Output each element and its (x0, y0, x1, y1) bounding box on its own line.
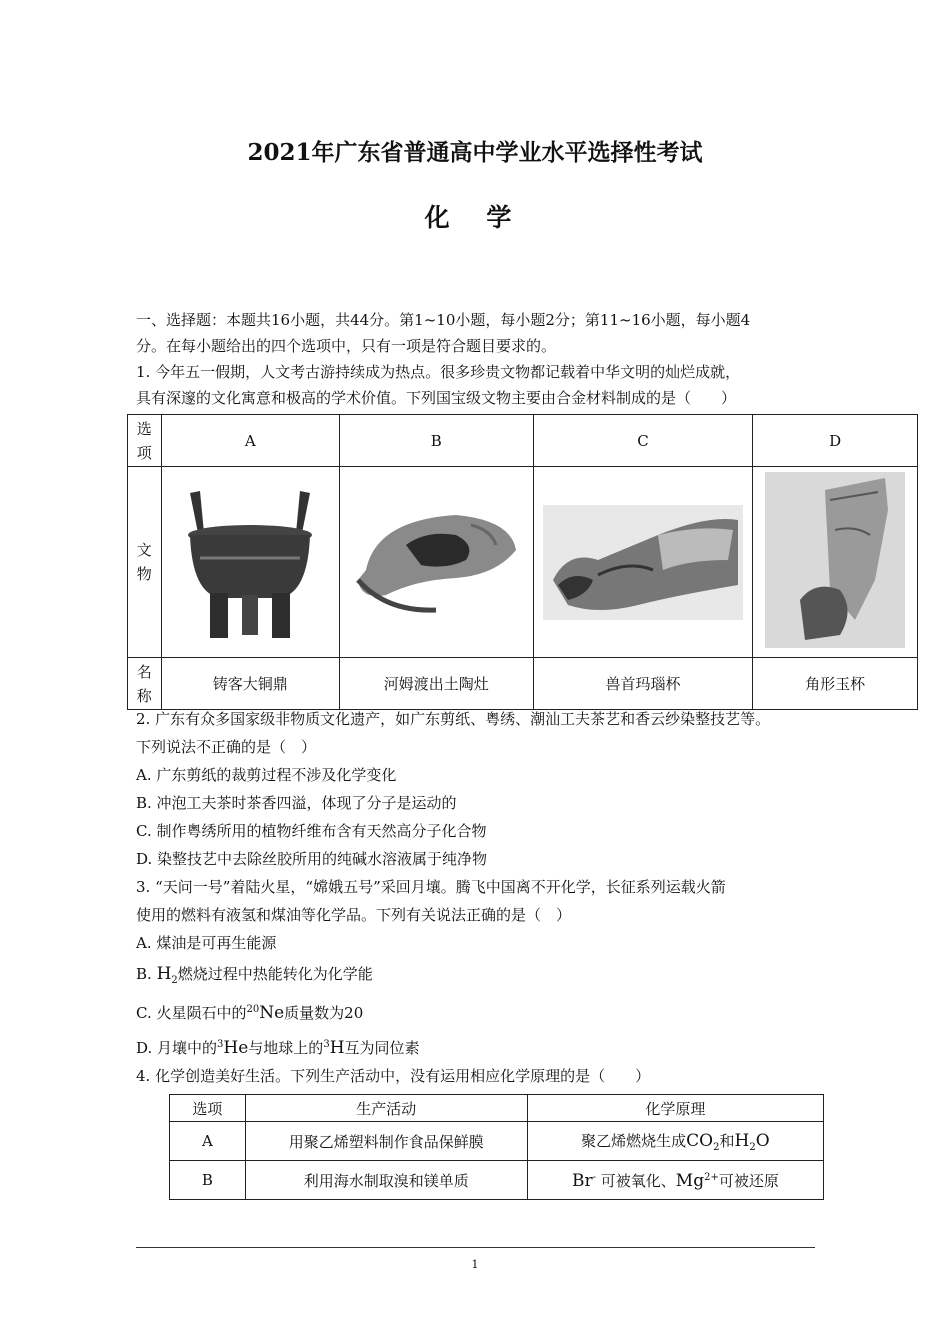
q3-option-c: C. 火星陨石中的$^{20}$Ne质量数为20 (136, 1003, 364, 1023)
q4-table (169, 1094, 824, 1200)
q3-stem-line1: 3. “天问一号”着陆火星，“嫦娥五号”采回月壤。腾飞中国离不开化学，长征系列运载火箭 (136, 878, 726, 896)
q2-option-b: B. 冲泡工夫茶时茶香四溢，体现了分子是运动的 (136, 794, 457, 812)
q1-stem-line1: 1. 今年五一假期，人文考古游持续成为热点。很多珍贵文物都记载着中华文明的灿烂成就， (136, 363, 741, 381)
section-intro-line2: 分。在每小题给出的四个选项中，只有一项是符合题目要求的。 (136, 337, 557, 355)
option-d-label: D (753, 415, 918, 467)
artifact-c-name: 兽首玛瑙杯 (533, 658, 753, 710)
jade-horn-cup-image (760, 470, 910, 650)
footer-divider (136, 1247, 815, 1248)
q1-stem-line2: 具有深邃的文化寓意和极高的学术价值。下列国宝级文物主要由合金材料制成的是（ ） (136, 389, 737, 407)
q4-header-option: 选项 (170, 1095, 246, 1122)
artifact-c-image (533, 467, 753, 658)
agate-cup-image (538, 490, 748, 630)
exam-title: 2021年广东省普通高中学业水平选择性考试 (247, 139, 703, 166)
pottery-stove-image (346, 500, 526, 620)
row-header-artifact: 文 物 (128, 467, 162, 658)
q4-row-b-option: B (170, 1161, 246, 1200)
artifact-a-name: 铸客大铜鼎 (161, 658, 339, 710)
section-intro-line1: 一、选择题：本题共16小题，共44分。第1~10小题，每小题2分；第11~16小题，每小题4 (136, 311, 751, 329)
q2-option-a: A. 广东剪纸的裁剪过程不涉及化学变化 (136, 766, 397, 784)
q4-row-b-activity: 利用海水制取溴和镁单质 (245, 1161, 527, 1200)
q2-stem-line2: 下列说法不正确的是（ ） (136, 738, 317, 756)
q3-option-b: B. $H_2$燃烧过程中热能转化为化学能 (136, 964, 373, 986)
option-c-label: C (533, 415, 753, 467)
bronze-ding-image (170, 473, 330, 648)
subject-title: 化 学 (424, 203, 526, 232)
q2-option-d: D. 染整技艺中去除丝胶所用的纯碱水溶液属于纯净物 (136, 850, 488, 868)
q4-row-a-activity: 用聚乙烯塑料制作食品保鲜膜 (245, 1122, 527, 1161)
q4-row-a-principle: 聚乙烯燃烧生成$CO_2$和$H_2O$ (527, 1122, 823, 1161)
artifact-b-name: 河姆渡出土陶灶 (339, 658, 533, 710)
artifact-b-image (339, 467, 533, 658)
q1-table (127, 414, 918, 710)
q4-row-b-principle: Br- 可被氧化、$Mg^{2+}$可被还原 (527, 1161, 823, 1200)
q4-header-principle: 化学原理 (527, 1095, 823, 1122)
q4-row-a-option: A (170, 1122, 246, 1161)
option-a-label: A (161, 415, 339, 467)
q2-stem-line1: 2. 广东有众多国家级非物质文化遗产，如广东剪纸、粤绣、潮汕工夫茶艺和香云纱染整技艺等。 (136, 710, 771, 728)
artifact-d-name: 角形玉杯 (753, 658, 918, 710)
row-header-option: 选 项 (128, 415, 162, 467)
q4-stem: 4. 化学创造美好生活。下列生产活动中，没有运用相应化学原理的是（ ） (136, 1067, 651, 1085)
page-number: 1 (471, 1258, 479, 1271)
q3-option-d: D. 月壤中的$^3$He与地球上的$^3$H互为同位素 (136, 1038, 420, 1058)
q3-option-a: A. 煤油是可再生能源 (136, 934, 277, 952)
artifact-d-image (753, 467, 918, 658)
q4-header-activity: 生产活动 (245, 1095, 527, 1122)
q3-stem-line2: 使用的燃料有液氢和煤油等化学品。下列有关说法正确的是（ ） (136, 906, 572, 924)
row-header-name: 名 称 (128, 658, 162, 710)
q2-option-c: C. 制作粤绣所用的植物纤维布含有天然高分子化合物 (136, 822, 487, 840)
artifact-a-image (161, 467, 339, 658)
option-b-label: B (339, 415, 533, 467)
